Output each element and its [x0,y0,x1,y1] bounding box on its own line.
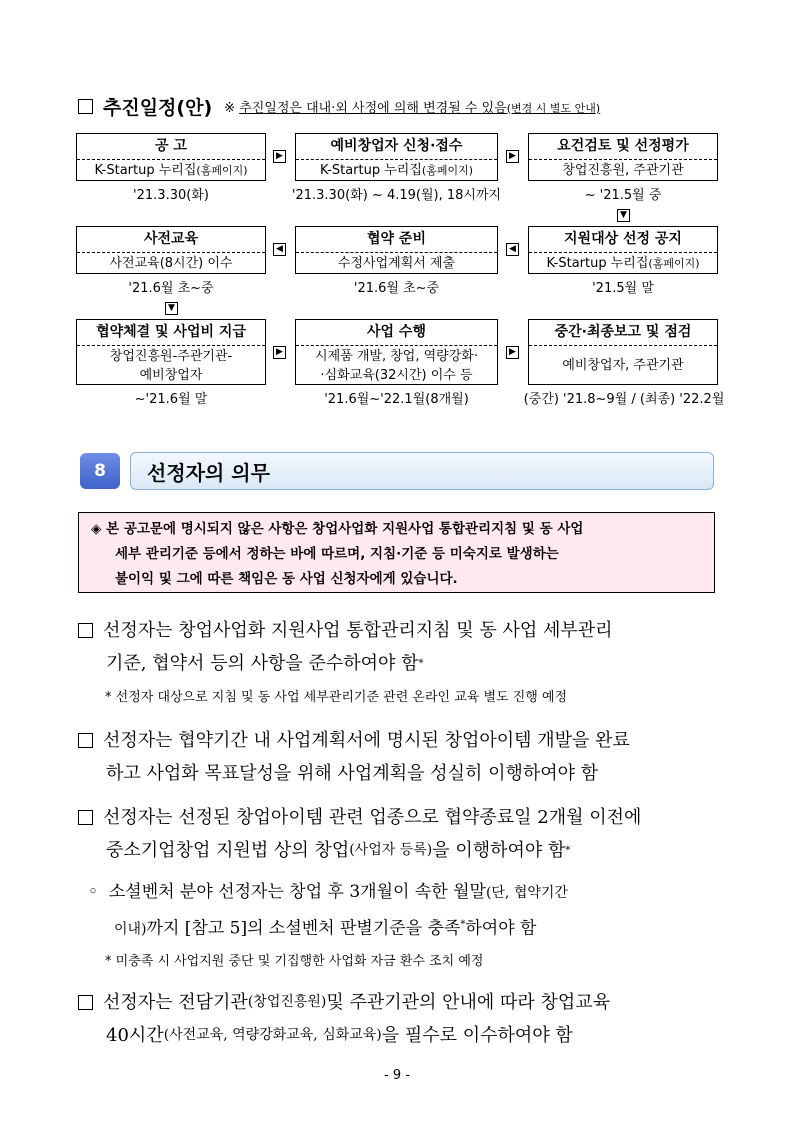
arrow-right-icon: ▶ [506,150,519,163]
flow-step-body: 수정사업계획서 제출 [337,256,456,271]
section-title: 선정자의 의무 [130,452,714,490]
notice-mark: ◈ [91,521,102,537]
schedule-title: 추진일정(안) [103,96,213,119]
section-number-badge: 8 [80,453,120,489]
flow-step-date: '21.6월~'22.1월(8개월) [324,392,469,407]
arrow-left-icon: ◀ [506,243,519,256]
flow-step-title: 사전교육 [77,227,265,253]
flow-step-date: '21.6월 초~중 [353,281,440,296]
flow-step-title: 중간·최종보고 및 점검 [529,320,717,346]
flow-step-date: '21.3.30(화) ~ 4.19(월), 18시까지 [291,188,502,203]
notice-line: 세부 관리기준 등에서 정하는 바에 따르며, 지침·기준 등 미숙지로 발생하는 [115,546,559,562]
page-number: - 9 - [384,1068,410,1083]
schedule-note [224,97,600,116]
obligation-paragraph-4: 선정자는 전담기관 (창업진흥원) 및 주관기관의 안내에 따라 창업교육 40시간 (사전교육, 역량강화교육, 심화교육) 을 필수로 이수하여야 함 [78,986,718,1052]
flow-step-title: 지원대상 선정 공지 [529,227,717,253]
obligation-paragraph-2: 선정자는 협약기간 내 사업계획서에 명시된 창업아이템 개발을 완료 하고 사업화 목표달성을 위해 사업계획을 성실히 이행하여야 함 [78,724,718,790]
flow-step-date: ~'21.6월 말 [134,392,208,407]
flow-step-body: 시제품 개발, 창업, 역량강화· ·심화교육(32시간) 이수 등 [315,349,478,383]
arrow-left-icon: ◀ [273,243,286,256]
flow-step-body: K-Startup 누리집(홈페이지) [94,163,248,178]
notice-line: 불이익 및 그에 따른 책임은 동 사업 신청자에게 있습니다. [115,571,458,587]
flow-step-reporting [528,319,718,385]
note-mark: ※ [224,100,236,116]
social-venture-sub-item: ◦ 소셜벤처 분야 선정자는 창업 후 3개월이 속한 월말(단, 협약기간 이내)까지 [참고 5]의 소셜벤처 판별기준을 충족*하여야 함 [88,882,568,939]
flow-step-body: K-Startup 누리집(홈페이지) [546,256,700,271]
checkbox-square-icon [78,623,93,638]
flow-step-agreement-prep [295,226,498,274]
flow-step-title: 예비창업자 신청·접수 [296,134,497,160]
flow-step-title: 사업 수행 [296,320,497,346]
schedule-heading [78,92,600,120]
checkbox-square-icon [78,733,93,748]
arrow-down-icon: ▼ [617,209,630,222]
footnote: * 선정자 대상으로 지침 및 동 사업 세부관리기준 관련 온라인 교육 별도 진행 예정 [105,690,568,705]
footnote: * 미충족 시 사업지원 중단 및 기집행한 사업화 자금 환수 조치 예정 [105,954,484,969]
checkbox-square-icon [78,810,93,825]
sub-bullet-mark: ◦ [88,882,99,902]
flow-step-title: 요건검토 및 선정평가 [529,134,717,160]
flow-step-application [295,133,498,181]
flow-step-project-execution [295,319,498,385]
flow-step-date: '21.6월 초~중 [128,281,214,296]
flow-step-selection-notice [528,226,718,274]
flow-step-body: 창업진흥원, 주관기관 [562,163,684,178]
flow-step-date: '21.5월 말 [592,281,654,296]
flow-step-title: 협약체결 및 사업비 지급 [77,320,265,346]
flow-step-evaluation [528,133,718,181]
flow-step-body: 창업진흥원-주관기관- 예비창업자 [109,349,233,383]
flow-step-body: 예비창업자, 주관기관 [562,358,684,373]
flow-step-date: '21.3.30(화) [133,188,209,203]
notice-box [78,512,715,593]
arrow-down-icon: ▼ [165,302,178,315]
arrow-right-icon: ▶ [506,346,519,359]
checkbox-square-icon [78,99,93,114]
flow-step-date: (중간) '21.8~9월 / (최종) '22.2월 [523,392,725,407]
arrow-right-icon: ▶ [273,150,286,163]
flow-step-agreement-signing [76,319,266,385]
flow-step-date: ~ '21.5월 중 [584,188,662,203]
checkbox-square-icon [78,995,93,1010]
arrow-right-icon: ▶ [273,346,286,359]
flow-step-title: 공 고 [77,134,265,160]
obligation-paragraph-1: 선정자는 창업사업화 지원사업 통합관리지침 및 동 사업 세부관리 기준, 협약서 등의 사항을 준수하여야 함 * [78,614,718,680]
flow-step-title: 협약 준비 [296,227,497,253]
obligation-paragraph-3: 선정자는 선정된 창업아이템 관련 업종으로 협약종료일 2개월 이전에 중소기업창업 지원법 상의 창업 (사업자 등록) 을 이행하여야 함 * [78,801,718,867]
flow-step-announcement [76,133,266,181]
flow-step-body: 사전교육(8시간) 이수 [109,256,233,271]
flow-step-body: K-Startup 누리집(홈페이지) [320,163,473,178]
flow-step-pre-education [76,226,266,274]
note-text: 추진일정은 대내·외 사정에 의해 변경될 수 있음(변경 시 별도 안내) [239,100,601,116]
notice-line: 본 공고문에 명시되지 않은 사항은 창업사업화 지원사업 통합관리지침 및 동 사업 [106,521,584,537]
